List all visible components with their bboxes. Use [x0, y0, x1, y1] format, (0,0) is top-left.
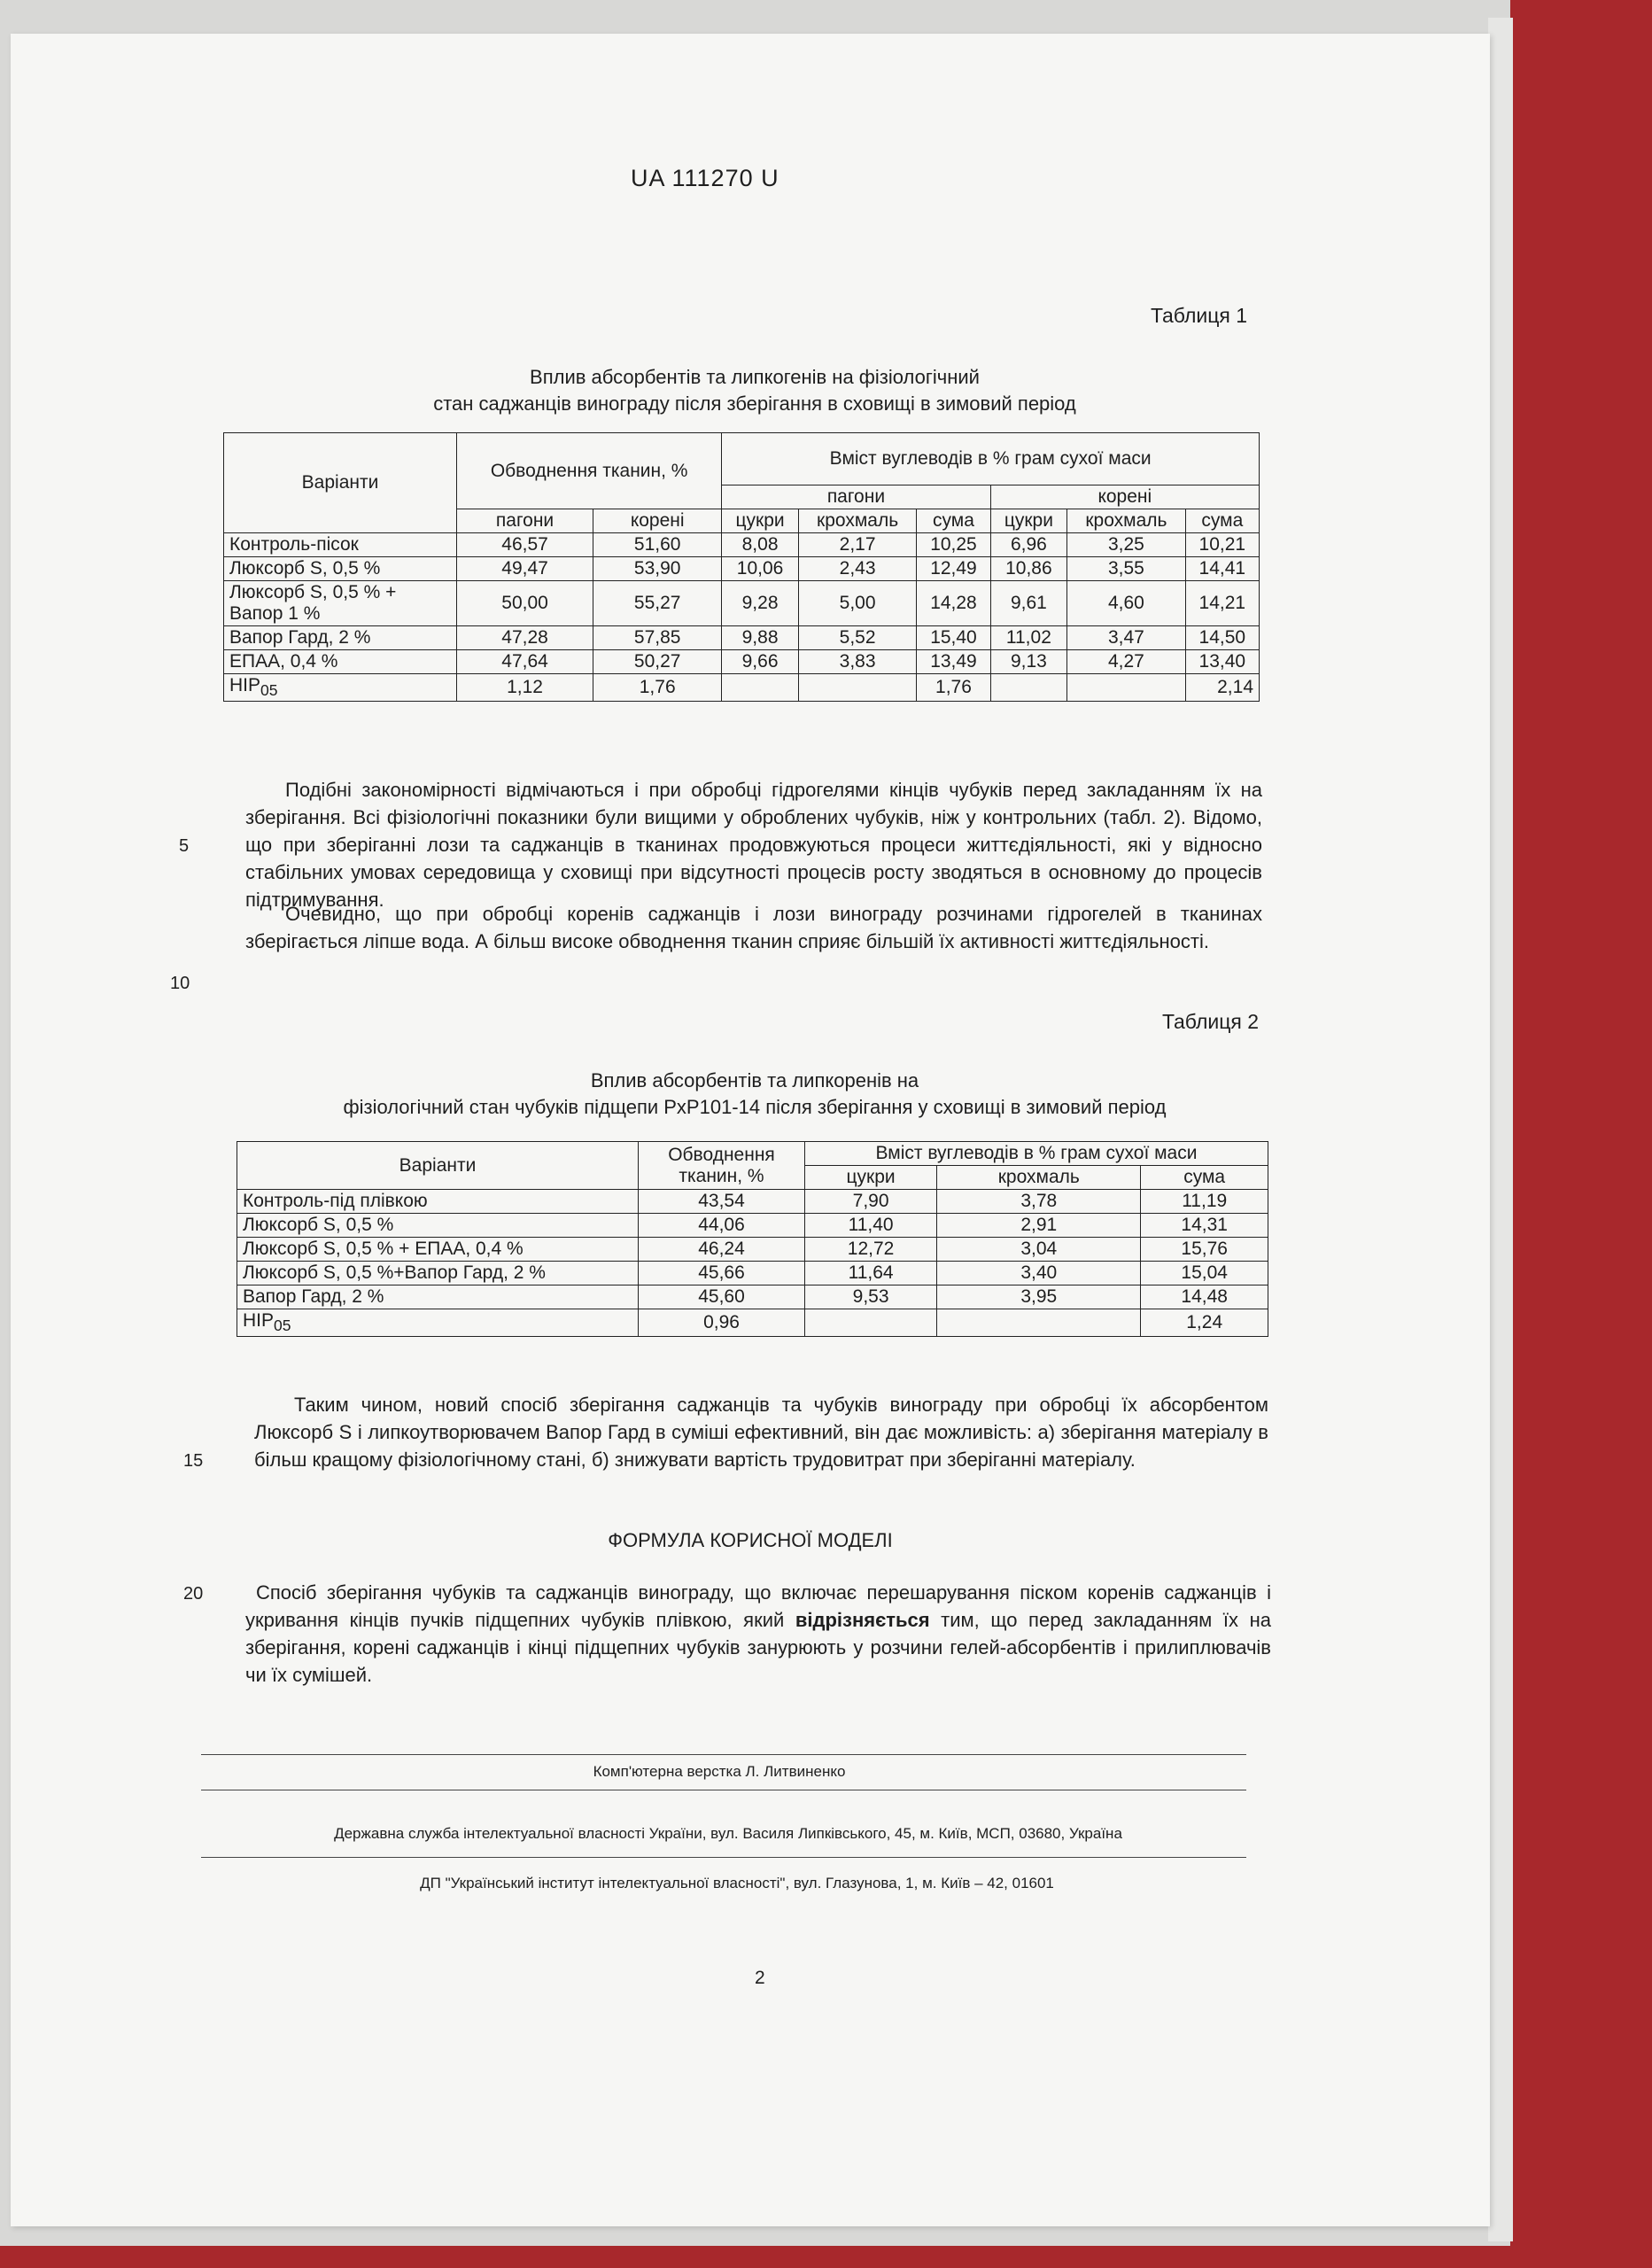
t1-cell: 55,27: [593, 581, 722, 626]
t1-cell: 2,43: [798, 557, 917, 581]
t1-cell: 13,49: [917, 650, 990, 674]
t2-cell: 12,72: [805, 1238, 937, 1262]
t1-header-s-sugar: цукри: [722, 509, 799, 533]
t1-lsd-label: [224, 674, 457, 702]
line-number-15: 15: [183, 1451, 204, 1471]
t2-cell: 3,78: [937, 1190, 1141, 1214]
binder-edge: [1510, 0, 1652, 2268]
line-number-10: 10: [170, 974, 190, 993]
t2-cell: 11,64: [805, 1262, 937, 1285]
t2-cell: 1,24: [1141, 1309, 1268, 1337]
t1-variant-line2: Вапор 1 %: [229, 603, 321, 624]
t1-variant: Люксорб S, 0,5 %: [224, 557, 457, 581]
table-row: [237, 1214, 1268, 1238]
patent-number: UA 111270 U: [631, 165, 779, 191]
t2-variant: Вапор Гард, 2 %: [237, 1285, 639, 1309]
t2-cell: 3,40: [937, 1262, 1141, 1285]
t2-variant: Контроль-під плівкою: [237, 1190, 639, 1214]
table1-caption-line2: стан саджанців винограду після зберігання в сховищі в зимовий період: [433, 392, 1076, 415]
t1-cell: 47,64: [457, 650, 593, 674]
page-number: 2: [755, 1968, 765, 1988]
formula-title: ФОРМУЛА КОРИСНОЇ МОДЕЛІ: [608, 1529, 893, 1551]
t2-cell: 15,76: [1141, 1238, 1268, 1262]
t1-cell: 9,88: [722, 626, 799, 650]
t1-cell: 9,13: [990, 650, 1067, 674]
t1-cell: 9,66: [722, 650, 799, 674]
t1-cell: 3,83: [798, 650, 917, 674]
table-row: [224, 626, 1260, 650]
t2-lsd-name: НІР: [243, 1310, 275, 1331]
t1-cell-empty: [990, 674, 1067, 702]
t2-cell: 45,60: [639, 1285, 805, 1309]
paragraph-3: Таким чином, новий спосіб зберігання саджанців та чубуків винограду при обробці їх абсорбентом Люксорб S і липкоутворювачем Вапор Гард в суміші ефективний, він дає можливість: а) зберігання матеріалу в більш кращому фізіологічному стані, б) знижувати вартість трудовитрат при зберіганні матеріалу.: [254, 1394, 1268, 1471]
t2-cell: 46,24: [639, 1238, 805, 1262]
t1-cell: 14,41: [1185, 557, 1259, 581]
t1-cell: 6,96: [990, 533, 1067, 557]
t1-cell: 10,25: [917, 533, 990, 557]
table-row: [224, 557, 1260, 581]
t1-cell: 14,50: [1185, 626, 1259, 650]
t1-cell: 10,06: [722, 557, 799, 581]
t1-cell: 4,60: [1067, 581, 1186, 626]
t1-header-roots-group: корені: [990, 485, 1259, 509]
table2: [237, 1141, 1268, 1337]
t1-cell: 5,52: [798, 626, 917, 650]
t1-cell: 11,02: [990, 626, 1067, 650]
t1-header-r-sum: сума: [1185, 509, 1259, 533]
t1-cell: 9,61: [990, 581, 1067, 626]
t2-header-carbs: Вміст вуглеводів в % грам сухої маси: [805, 1142, 1268, 1166]
t2-cell: 14,48: [1141, 1285, 1268, 1309]
t1-cell: 1,12: [457, 674, 593, 702]
t2-header-hydration-line1: Обводнення: [668, 1144, 775, 1165]
t1-variant: [224, 581, 457, 626]
table1-caption: [223, 364, 1286, 417]
t2-cell: 9,53: [805, 1285, 937, 1309]
t1-cell: 1,76: [593, 674, 722, 702]
t2-cell: 15,04: [1141, 1262, 1268, 1285]
t2-cell: 3,95: [937, 1285, 1141, 1309]
t1-variant: ЕПАА, 0,4 %: [224, 650, 457, 674]
underlying-page-edge: [1488, 18, 1513, 2241]
table-row-lsd: [224, 674, 1260, 702]
t1-header-carbs: Вміст вуглеводів в % грам сухої маси: [722, 433, 1260, 485]
t1-cell: 51,60: [593, 533, 722, 557]
t2-cell: 3,04: [937, 1238, 1141, 1262]
footer-rule-3: [201, 1857, 1246, 1858]
t1-cell: 50,27: [593, 650, 722, 674]
t1-header-s-sum: сума: [917, 509, 990, 533]
t1-cell: 3,25: [1067, 533, 1186, 557]
t1-variant: Вапор Гард, 2 %: [224, 626, 457, 650]
t2-lsd-label: [237, 1309, 639, 1337]
t1-cell: 15,40: [917, 626, 990, 650]
table-row-lsd: [237, 1309, 1268, 1337]
claim-distinguishing-word: відрізняється: [795, 1609, 930, 1631]
table-row: [237, 1285, 1268, 1309]
table-row: [237, 1262, 1268, 1285]
claim-paragraph: [245, 1579, 1271, 1689]
t2-header-starch: крохмаль: [937, 1166, 1141, 1190]
t1-cell: 2,14: [1185, 674, 1259, 702]
t2-header-sugar: цукри: [805, 1166, 937, 1190]
t1-variant: Контроль-пісок: [224, 533, 457, 557]
table-row: [224, 533, 1260, 557]
t1-header-h-roots: корені: [593, 509, 722, 533]
paragraph-1: Подібні закономірності відмічаються і при обробці гідрогелями кінців чубуків перед закладанням їх на зберігання. Всі фізіологічні показники були вищими у оброблених чубуків, ніж у контрольних (табл. 2). Відомо, що при зберіганні лози та саджанців в тканинах продовжуються процеси життєдіяльності, які у відносно стабільних умовах середовища у сховищі при відсутності процесів росту зводяться в основному до процесів підтримування.: [245, 779, 1262, 911]
t2-cell: 44,06: [639, 1214, 805, 1238]
t2-cell: 43,54: [639, 1190, 805, 1214]
t1-cell: 14,21: [1185, 581, 1259, 626]
t2-header-variants: Варіанти: [237, 1142, 639, 1190]
table2-caption-line1: Вплив абсорбентів та липкоренів на: [590, 1069, 919, 1091]
t1-cell: 13,40: [1185, 650, 1259, 674]
t1-cell: 12,49: [917, 557, 990, 581]
footer-institute: ДП "Український інститут інтелектуальної власності", вул. Глазунова, 1, м. Київ – 42, 01601: [420, 1875, 1054, 1891]
t1-cell: 10,21: [1185, 533, 1259, 557]
footer-rule-1: [201, 1754, 1246, 1755]
table1-label: Таблиця 1: [1151, 304, 1248, 327]
t2-cell: 11,19: [1141, 1190, 1268, 1214]
table1-caption-line1: Вплив абсорбентів та липкогенів на фізіологічний: [530, 366, 980, 388]
line-number-5: 5: [179, 836, 190, 856]
t1-cell: 3,55: [1067, 557, 1186, 581]
t1-lsd-sub: 05: [260, 681, 278, 700]
binder-bottom-edge: [0, 2246, 1652, 2268]
t2-cell: 7,90: [805, 1190, 937, 1214]
t2-variant: Люксорб S, 0,5 % + ЕПАА, 0,4 %: [237, 1238, 639, 1262]
t1-cell: 46,57: [457, 533, 593, 557]
table1: [223, 432, 1260, 702]
t2-cell: 45,66: [639, 1262, 805, 1285]
table2-label: Таблиця 2: [1162, 1010, 1260, 1033]
t1-cell-empty: [722, 674, 799, 702]
t1-cell: 14,28: [917, 581, 990, 626]
t1-header-s-starch: крохмаль: [798, 509, 917, 533]
footer-layout-credit: Комп'ютерна верстка Л. Литвиненко: [593, 1763, 846, 1780]
t2-cell: 2,91: [937, 1214, 1141, 1238]
t1-cell: 5,00: [798, 581, 917, 626]
t1-header-shoots-group: пагони: [722, 485, 990, 509]
t1-cell: 1,76: [917, 674, 990, 702]
footer-office: Державна служба інтелектуальної власності України, вул. Василя Липківського, 45, м. Київ, МСП, 03680, Україна: [334, 1825, 1122, 1842]
t2-cell: 11,40: [805, 1214, 937, 1238]
t2-variant: Люксорб S, 0,5 %+Вапор Гард, 2 %: [237, 1262, 639, 1285]
paragraph-2: Очевидно, що при обробці коренів саджанців і лози винограду розчинами гідрогелей в тканинах зберігається ліпше вода. А більш високе обводнення тканин сприяє більшій їх активності життєдіяльності.: [245, 903, 1262, 952]
t1-cell: 8,08: [722, 533, 799, 557]
table-row: [224, 650, 1260, 674]
t1-cell: 50,00: [457, 581, 593, 626]
t1-lsd-name: НІР: [229, 675, 261, 695]
table-row: [237, 1238, 1268, 1262]
line-number-20: 20: [183, 1584, 204, 1604]
t1-cell-empty: [1067, 674, 1186, 702]
t2-cell: 0,96: [639, 1309, 805, 1337]
table2-caption: [232, 1068, 1277, 1121]
t1-cell: 10,86: [990, 557, 1067, 581]
t1-cell: 49,47: [457, 557, 593, 581]
t2-header-hydration: [639, 1142, 805, 1190]
t1-cell-empty: [798, 674, 917, 702]
table-row: [237, 1190, 1268, 1214]
t1-cell: 2,17: [798, 533, 917, 557]
table2-caption-line2: фізіологічний стан чубуків підщепи РхР101-14 після зберігання у сховищі в зимовий період: [343, 1096, 1167, 1118]
t1-header-h-shoots: пагони: [457, 509, 593, 533]
claim-text-part1: Спосіб зберігання чубуків та саджанців винограду, що включає перешарування піском коренів саджанців і укривання кінців пучків підщепних чубуків плівкою, який: [245, 1581, 1271, 1631]
t1-cell: 57,85: [593, 626, 722, 650]
t1-cell: 53,90: [593, 557, 722, 581]
table-row: [224, 581, 1260, 626]
t1-header-hydration: Обводнення тканин, %: [457, 433, 722, 509]
t2-cell-empty: [937, 1309, 1141, 1337]
t2-cell-empty: [805, 1309, 937, 1337]
t2-header-hydration-line2: тканин, %: [679, 1165, 764, 1186]
t1-variant-line1: Люксорб S, 0,5 % +: [229, 582, 397, 602]
document-page: [11, 34, 1490, 2226]
t2-header-sum: сума: [1141, 1166, 1268, 1190]
t2-variant: Люксорб S, 0,5 %: [237, 1214, 639, 1238]
t2-lsd-sub: 05: [274, 1317, 291, 1335]
t1-cell: 9,28: [722, 581, 799, 626]
t1-header-r-sugar: цукри: [990, 509, 1067, 533]
t1-header-r-starch: крохмаль: [1067, 509, 1186, 533]
t1-header-variants: Варіанти: [224, 433, 457, 533]
t2-cell: 14,31: [1141, 1214, 1268, 1238]
t1-cell: 47,28: [457, 626, 593, 650]
claim-text-part2: тим, що перед закладанням їх на зберігання, корені саджанців і кінці підщепних чубуків занурюють у розчини гелей-абсорбентів і прилиплювачів чи їх сумішей.: [245, 1609, 1271, 1686]
t1-cell: 3,47: [1067, 626, 1186, 650]
t1-cell: 4,27: [1067, 650, 1186, 674]
